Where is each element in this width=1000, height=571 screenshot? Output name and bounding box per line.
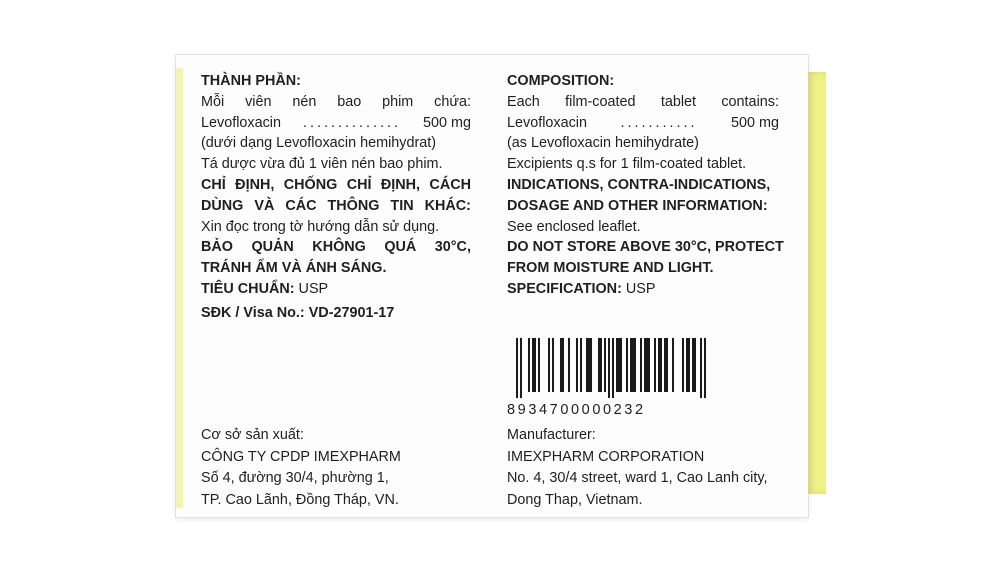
manufacturer-en (507, 425, 768, 511)
dot-leader: ........... (620, 114, 698, 131)
visa-label: SĐK / Visa No.: (201, 304, 305, 321)
word: Mỗi (201, 93, 225, 110)
indications-heading-vi-2 (201, 196, 471, 217)
storage-heading-en-2: FROM MOISTURE AND LIGHT. (507, 260, 714, 277)
barcode-bar (568, 338, 570, 392)
ingredient-name: Levofloxacin (507, 114, 587, 131)
word: ĐỊNH, (380, 176, 421, 193)
manufacturer-address-en-2: Dong Thap, Vietnam. (507, 491, 643, 508)
word: TIN (390, 197, 414, 214)
spec-line-en (507, 279, 779, 300)
word: VÀ (254, 197, 275, 214)
dot-leader: .............. (303, 114, 401, 131)
barcode-bar (616, 338, 618, 392)
manufacturer-address-en-1: No. 4, 30/4 street, ward 1, Cao Lanh city, (507, 470, 768, 486)
manufacturer-label-en: Manufacturer: (507, 427, 596, 443)
word: CHỈ (201, 176, 226, 193)
barcode-bar (688, 338, 690, 392)
tablet-line-vi (201, 92, 471, 113)
barcode-bar (560, 338, 562, 392)
barcode-bars (516, 338, 706, 398)
word: chứa: (434, 93, 471, 110)
standard-line-vi (201, 279, 471, 300)
visa-value: VD-27901-17 (304, 304, 395, 321)
word: THÔNG (327, 197, 380, 214)
barcode-bar (612, 338, 614, 398)
barcode-bar (600, 338, 602, 392)
barcode-bar (694, 338, 696, 392)
barcode-bar (660, 338, 662, 392)
ingredient-form-en: (as Levofloxacin hemihydrate) (507, 135, 699, 152)
barcode-bar (586, 338, 588, 392)
barcode-bar (686, 338, 688, 392)
manufacturer-label-vi: Cơ sở sản xuất: (201, 427, 304, 443)
composition-heading-vi: THÀNH PHẦN: (201, 73, 301, 89)
barcode-number: 8934700000232 (507, 402, 646, 418)
ingredient-line-vi (201, 113, 471, 134)
barcode (507, 338, 715, 418)
tablet-line-en (507, 92, 779, 113)
english-info-column (507, 71, 784, 300)
manufacturer-company-en: IMEXPHARM CORPORATION (507, 448, 705, 465)
barcode-bar (672, 338, 674, 392)
barcode-bar (648, 338, 650, 392)
barcode-bar (630, 338, 632, 392)
visa-line (201, 303, 471, 324)
barcode-bar (528, 338, 530, 392)
manufacturer-company-vi: CÔNG TY CPDP IMEXPHARM (201, 448, 401, 465)
barcode-bar (664, 338, 666, 392)
word: CHỈ (346, 176, 372, 193)
barcode-bar (608, 338, 610, 398)
barcode-bar (516, 338, 518, 398)
barcode-bar (548, 338, 550, 392)
barcode-bar (598, 338, 600, 392)
barcode-bar (618, 338, 620, 392)
composition-heading-en: COMPOSITION: (507, 73, 615, 89)
word: QUẢN (251, 239, 294, 256)
word: CÁC (285, 197, 317, 214)
word: ĐỊNH, (235, 176, 275, 193)
barcode-bar (626, 338, 628, 392)
barcode-bar (682, 338, 684, 392)
word: nén (292, 93, 317, 110)
word: bao (337, 93, 362, 110)
barcode-bar (658, 338, 660, 392)
barcode-bar (552, 338, 554, 392)
word: tablet (660, 93, 697, 110)
ingredient-dose: 500 mg (422, 114, 471, 131)
word: CÁCH (429, 176, 471, 193)
barcode-bar (646, 338, 648, 392)
barcode-bar (654, 338, 656, 392)
ingredient-dose: 500 mg (730, 114, 779, 131)
storage-heading-vi-1 (201, 237, 471, 258)
barcode-bar (632, 338, 634, 392)
barcode-bar (580, 338, 582, 392)
leaflet-note-en: See enclosed leaflet. (507, 218, 641, 235)
storage-heading-vi-2: TRÁNH ẨM VÀ ÁNH SÁNG. (201, 260, 387, 277)
word: QUÁ (384, 239, 417, 256)
ingredient-form-vi: (dưới dạng Levofloxacin hemihydrat) (201, 135, 437, 152)
barcode-bar (666, 338, 668, 392)
word: DÙNG (201, 197, 244, 214)
excipients-vi: Tá dược vừa đủ 1 viên nén bao phim. (201, 156, 443, 173)
barcode-bar (590, 338, 592, 392)
standard-value: USP (294, 280, 329, 297)
barcode-bar (532, 338, 534, 392)
ingredient-line-en (507, 113, 779, 134)
barcode-bar (534, 338, 536, 392)
manufacturer-address-vi-1: Số 4, đường 30/4, phường 1, (201, 470, 389, 486)
storage-heading-en-1: DO NOT STORE ABOVE 30°C, PROTECT (507, 239, 784, 256)
barcode-bar (520, 338, 522, 398)
word: film-coated (565, 93, 636, 110)
word: BẢO (201, 239, 233, 256)
barcode-bar (700, 338, 702, 398)
word: viên (245, 93, 272, 110)
word: Each (507, 93, 540, 110)
barcode-bar (588, 338, 590, 392)
manufacturer-address-vi-2: TP. Cao Lãnh, Đồng Tháp, VN. (201, 491, 399, 508)
barcode-bar (640, 338, 642, 392)
indications-heading-vi-1 (201, 175, 471, 196)
manufacturer-vi (201, 425, 401, 511)
barcode-bar (576, 338, 578, 392)
indications-heading-en-2: DOSAGE AND OTHER INFORMATION: (507, 197, 768, 214)
word: phim (382, 93, 414, 110)
word: contains: (721, 93, 779, 110)
word: KHÔNG (312, 239, 366, 256)
word: 30°C, (434, 239, 471, 256)
barcode-bar (538, 338, 540, 392)
package-side-flap (808, 72, 826, 494)
vietnamese-info-column (201, 71, 471, 324)
standard-label: TIÊU CHUẨN: (201, 280, 295, 297)
package-edge-left (176, 68, 183, 508)
spec-label: SPECIFICATION: (507, 280, 622, 297)
ingredient-name: Levofloxacin (201, 114, 281, 131)
barcode-bar (634, 338, 636, 392)
barcode-bar (692, 338, 694, 392)
word: KHÁC: (424, 197, 471, 214)
indications-heading-en-1: INDICATIONS, CONTRA-INDICATIONS, (507, 176, 771, 193)
word: CHỐNG (283, 176, 338, 193)
barcode-bar (704, 338, 706, 398)
barcode-bar (644, 338, 646, 392)
barcode-bar (620, 338, 622, 392)
leaflet-note-vi: Xin đọc trong tờ hướng dẫn sử dụng. (201, 218, 440, 235)
spec-value: USP (621, 280, 656, 297)
barcode-bar (604, 338, 606, 392)
barcode-bar (562, 338, 564, 392)
excipients-en: Excipients q.s for 1 film-coated tablet. (507, 156, 747, 173)
